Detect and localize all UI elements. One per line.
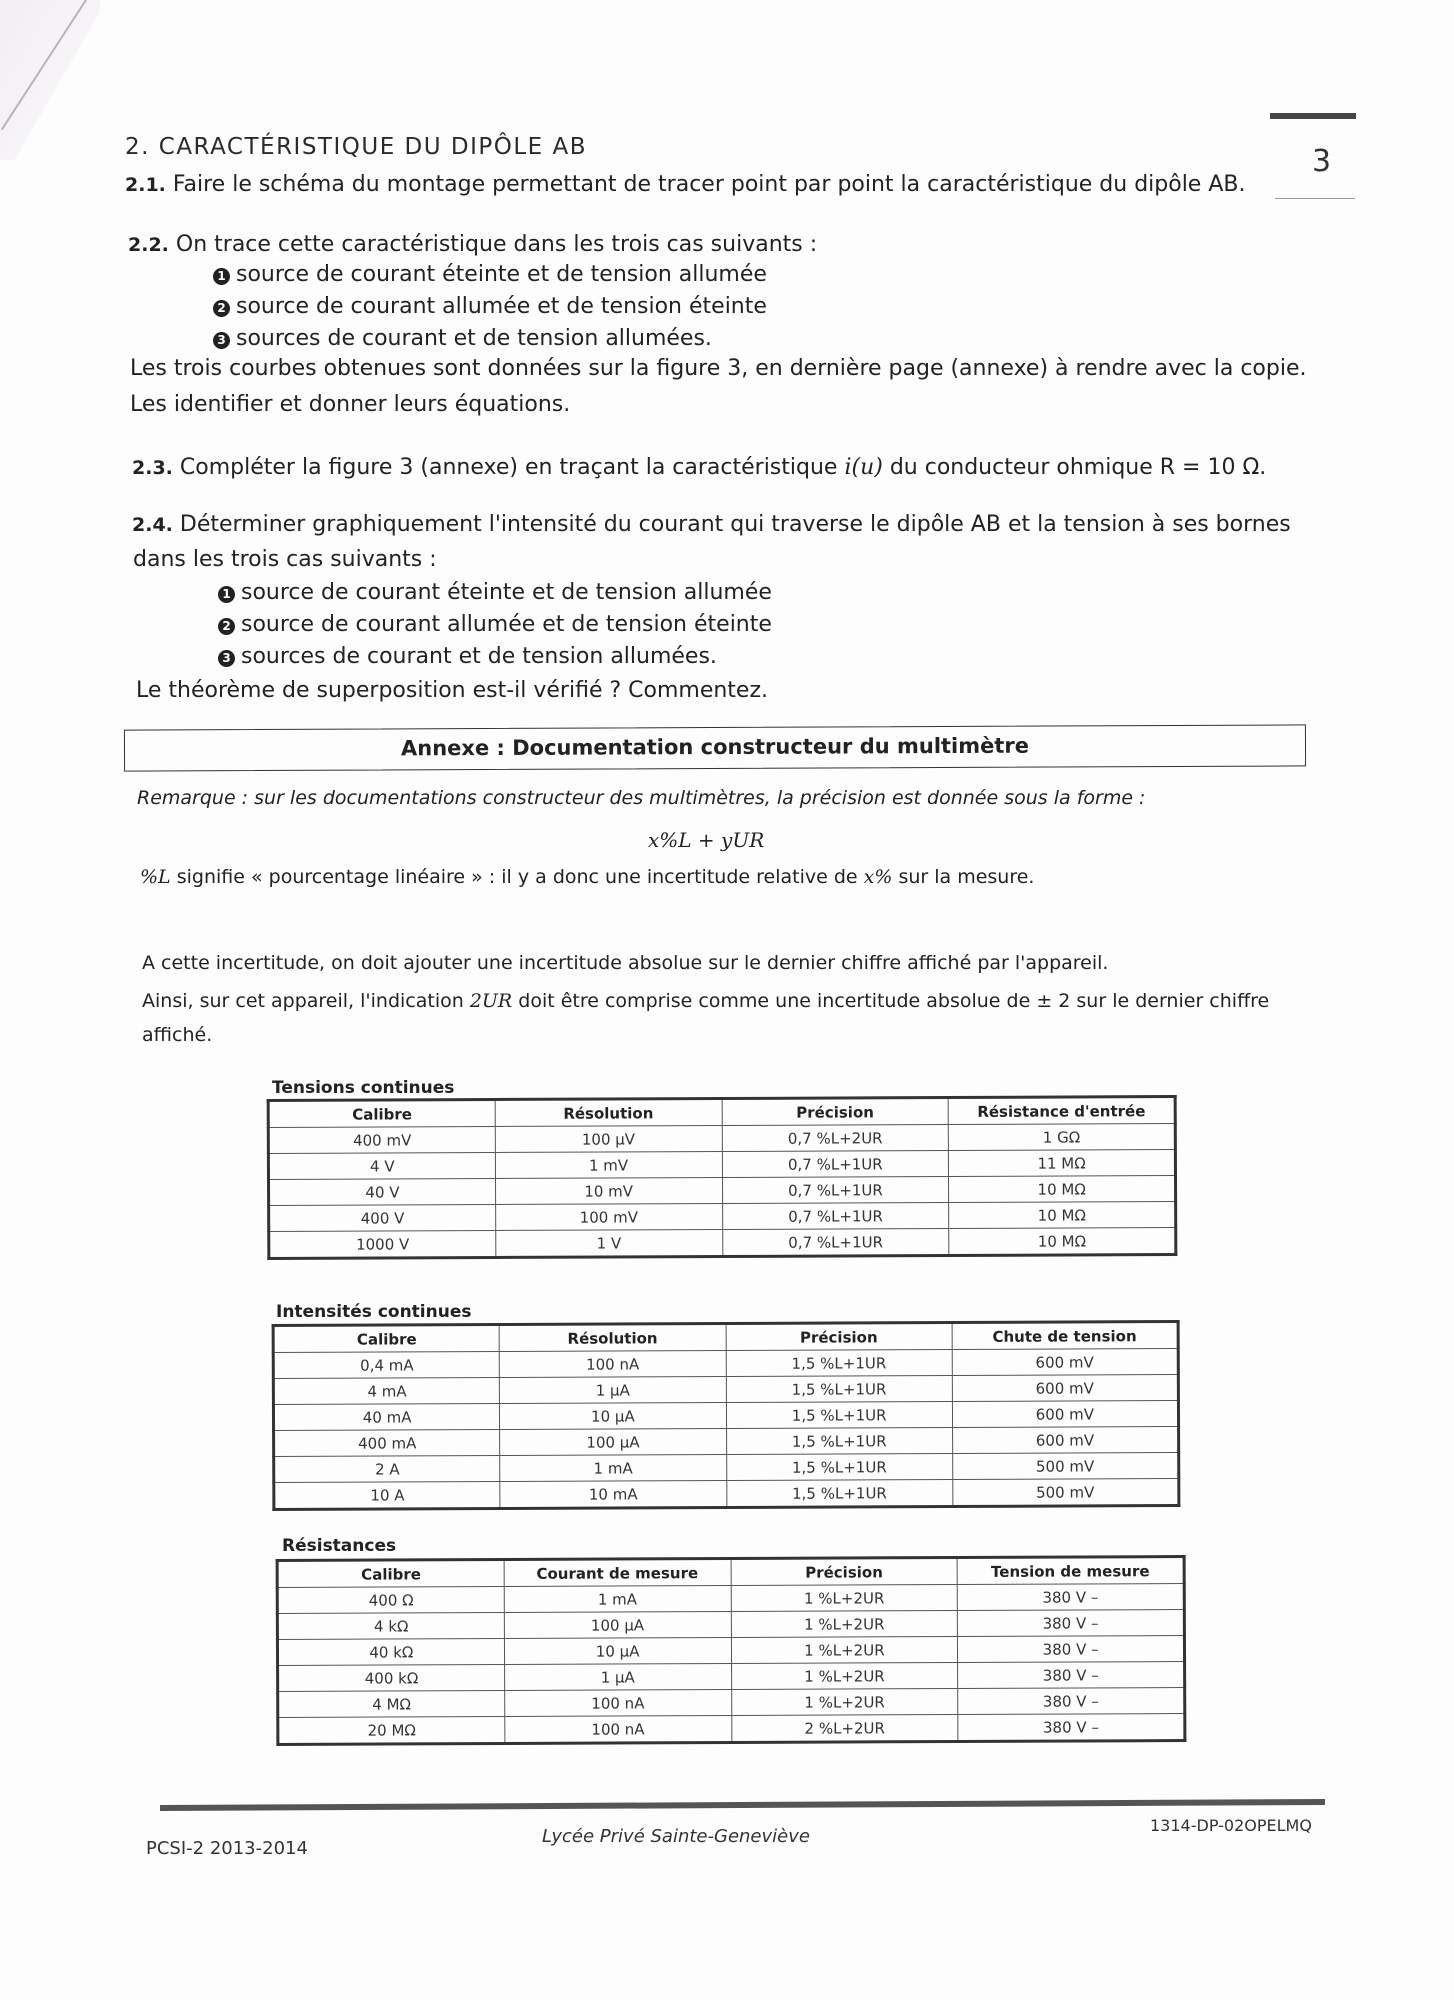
- table-row: 40 kΩ 10 µA 1 %L+2UR 380 V –: [277, 1636, 1184, 1666]
- annex-header-box: [124, 724, 1306, 771]
- annex-paragraph: affiché.: [142, 1024, 213, 1046]
- case-item: 1 source de courant éteinte et de tension allumée: [213, 262, 767, 287]
- table-title: Résistances: [282, 1536, 397, 1556]
- table-row: 4 mA 1 µA 1,5 %L+1UR 600 mV: [273, 1375, 1178, 1405]
- table-row: 10 A 10 mA 1,5 %L+1UR 500 mV: [274, 1479, 1179, 1510]
- column-header: Précision: [722, 1098, 949, 1126]
- case-item: 1 source de courant éteinte et de tension allumée: [218, 580, 772, 605]
- table-row: 400 Ω 1 mA 1 %L+2UR 380 V –: [277, 1584, 1184, 1614]
- column-header: Résolution: [499, 1324, 725, 1352]
- case-item: 2 source de courant allumée et de tension éteinte: [213, 294, 767, 319]
- precision-formula: x%L + yUR: [648, 828, 765, 852]
- case-item: 3 sources de courant et de tension allumées.: [218, 644, 717, 669]
- circled-number-icon: 2: [213, 300, 230, 317]
- table-title: Tensions continues: [272, 1078, 455, 1098]
- paragraph: Les identifier et donner leurs équations.: [130, 392, 571, 417]
- table-row: 1000 V 1 V 0,7 %L+1UR 10 MΩ: [269, 1228, 1176, 1259]
- question-number: 2.2.: [128, 234, 169, 256]
- table-row: 4 MΩ 100 nA 1 %L+2UR 380 V –: [278, 1688, 1185, 1718]
- paragraph: dans les trois cas suivants :: [133, 547, 437, 572]
- circled-number-icon: 3: [213, 332, 230, 349]
- page-fold-shadow: [0, 0, 100, 160]
- question-text: On trace cette caractéristique dans les trois cas suivants :: [175, 232, 818, 257]
- question-text: Faire le schéma du montage permettant de tracer point par point la caractéristique du dipôle AB.: [172, 172, 1246, 197]
- paragraph: Le théorème de superposition est-il vérifié ? Commentez.: [136, 678, 769, 703]
- column-header: Calibre: [273, 1324, 499, 1352]
- question-text: Déterminer graphiquement l'intensité du courant qui traverse le dipôle AB et la tension à ses bornes: [179, 512, 1291, 537]
- annex-paragraph: A cette incertitude, on doit ajouter une incertitude absolue sur le dernier chiffre affiché par l'appareil.: [142, 952, 1109, 974]
- annex-paragraph: %L signifie « pourcentage linéaire » : il y a donc une incertitude relative de x% sur la mesure.: [140, 866, 1035, 888]
- footer-rule: [160, 1799, 1325, 1811]
- paragraph: Les trois courbes obtenues sont données sur la figure 3, en dernière page (annexe) à rendre avec la copie.: [130, 356, 1307, 381]
- column-header: Chute de tension: [952, 1322, 1178, 1350]
- circled-number-icon: 1: [213, 268, 230, 285]
- annex-title: Annexe : Documentation constructeur du multimètre: [400, 733, 1030, 761]
- table-resistances: [276, 1555, 1187, 1746]
- circled-number-icon: 2: [218, 618, 235, 635]
- table-title: Intensités continues: [276, 1302, 472, 1322]
- table-row: 20 MΩ 100 nA 2 %L+2UR 380 V –: [278, 1714, 1185, 1745]
- case-item: 2 source de courant allumée et de tension éteinte: [218, 612, 772, 637]
- case-item: 3 sources de courant et de tension allumées.: [213, 326, 712, 351]
- question-number: 2.3.: [132, 457, 173, 479]
- circled-number-icon: 1: [218, 586, 235, 603]
- table-header-row: [273, 1322, 1178, 1353]
- column-header: Résistance d'entrée: [948, 1097, 1175, 1125]
- annex-paragraph: Ainsi, sur cet appareil, l'indication 2UR doit être comprise comme une incertitude absolue de ± 2 sur le dernier chiffre: [142, 990, 1270, 1012]
- header-rule: [1270, 113, 1356, 119]
- page-number: 3: [1312, 144, 1332, 179]
- question-number: 2.4.: [132, 514, 173, 536]
- column-header: Résolution: [495, 1099, 722, 1127]
- table-header-row: [277, 1557, 1184, 1588]
- column-header: Tension de mesure: [957, 1557, 1184, 1585]
- question-2-2: [128, 232, 817, 257]
- column-header: Précision: [726, 1323, 952, 1351]
- table-row: 40 mA 10 µA 1,5 %L+1UR 600 mV: [273, 1401, 1178, 1431]
- question-2-4: [132, 512, 1291, 537]
- column-header: Calibre: [277, 1559, 504, 1587]
- table-row: 400 mA 100 µA 1,5 %L+1UR 600 mV: [274, 1427, 1179, 1457]
- section-title: 2. CARACTÉRISTIQUE DU DIPÔLE AB: [125, 134, 588, 160]
- table-row: 4 V 1 mV 0,7 %L+1UR 11 MΩ: [268, 1150, 1175, 1180]
- circled-number-icon: 3: [218, 650, 235, 667]
- question-2-1: [125, 172, 1245, 197]
- table-row: 400 V 100 mV 0,7 %L+1UR 10 MΩ: [269, 1202, 1176, 1232]
- footer-class-year: PCSI-2 2013-2014: [146, 1838, 308, 1859]
- table-row: 0,4 mA 100 nA 1,5 %L+1UR 600 mV: [273, 1349, 1178, 1379]
- table-row: 40 V 10 mV 0,7 %L+1UR 10 MΩ: [269, 1176, 1176, 1206]
- table-row: 400 kΩ 1 µA 1 %L+2UR 380 V –: [278, 1662, 1185, 1692]
- table-row: 4 kΩ 100 µA 1 %L+2UR 380 V –: [277, 1610, 1184, 1640]
- table-intensites-continues: [272, 1320, 1181, 1511]
- annex-remark: Remarque : sur les documentations constructeur des multimètres, la précision est donnée sous la forme :: [137, 787, 1146, 809]
- footer-doc-code: 1314-DP-02OPELMQ: [1150, 1816, 1312, 1835]
- table-header-row: [268, 1097, 1175, 1128]
- column-header: Calibre: [268, 1099, 495, 1127]
- table-row: 2 A 1 mA 1,5 %L+1UR 500 mV: [274, 1453, 1179, 1483]
- column-header: Courant de mesure: [504, 1559, 731, 1587]
- column-header: Précision: [731, 1558, 958, 1586]
- table-tensions-continues: [267, 1095, 1178, 1260]
- question-2-3: 2.3. Compléter la figure 3 (annexe) en traçant la caractéristique i(u) du conducteur ohmique R = 10 Ω.: [132, 455, 1267, 480]
- math-expression: i(u): [844, 455, 883, 480]
- header-rule-thin: [1275, 198, 1355, 199]
- footer-school: Lycée Privé Sainte-Geneviève: [542, 1826, 810, 1847]
- question-number: 2.1.: [125, 174, 166, 196]
- table-row: 400 mV 100 µV 0,7 %L+2UR 1 GΩ: [268, 1124, 1175, 1154]
